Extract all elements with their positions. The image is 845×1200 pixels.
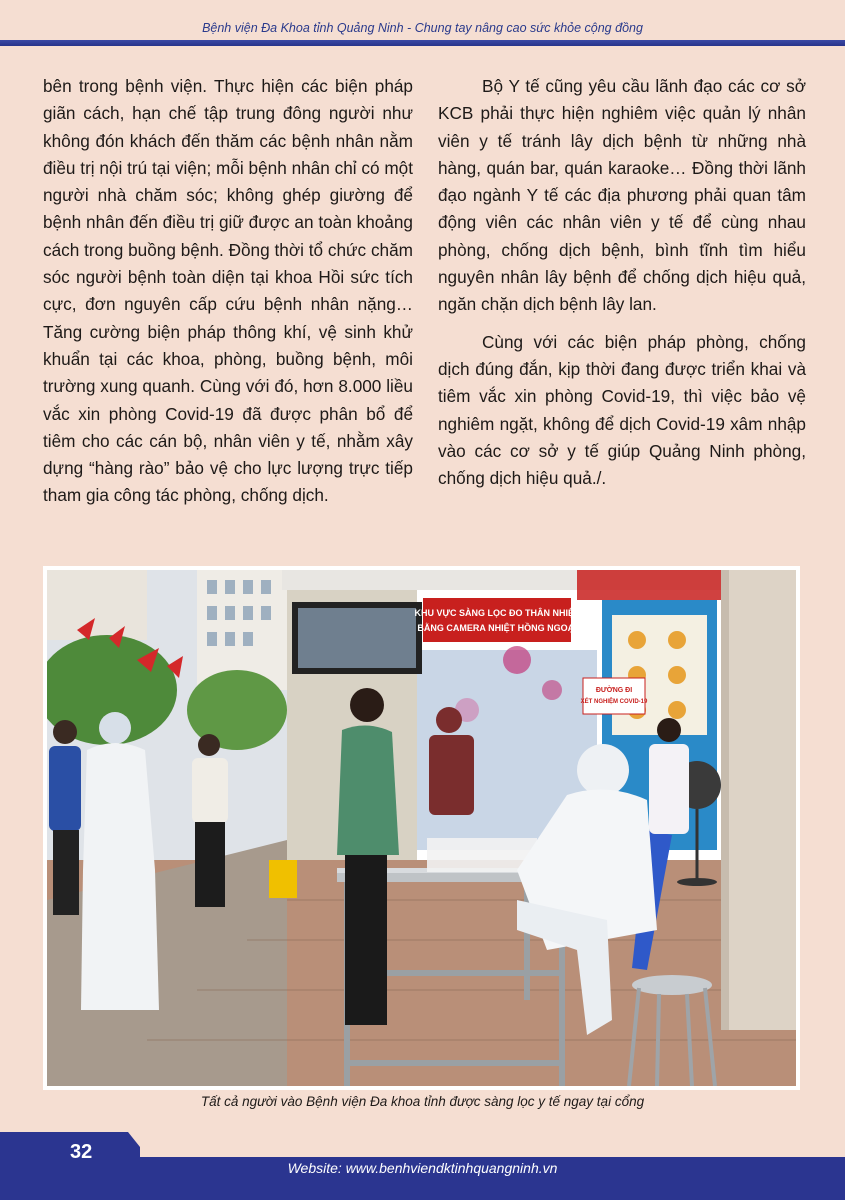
poster bbox=[612, 615, 707, 735]
person-blue-shirt bbox=[49, 720, 81, 915]
header-rule bbox=[0, 40, 845, 46]
banner-text-line1: KHU VỰC SÀNG LỌC ĐO THÂN NHIỆT bbox=[414, 608, 580, 618]
article-photo bbox=[43, 566, 800, 1090]
stool bbox=[632, 975, 712, 995]
photo-caption: Tất cả người vào Bệnh viện Đa khoa tỉnh được sàng lọc y tế ngay tại cổng bbox=[200, 1094, 645, 1109]
building-left bbox=[47, 570, 147, 640]
sign-text-line2: XÉT NGHIỆM COVID-19 bbox=[580, 699, 648, 705]
article-paragraph: Bộ Y tế cũng yêu cầu lãnh đạo các cơ sở KCB phải thực hiện nghiêm việc quản lý nhân viên y tế tránh lây dịch bệnh từ những nhà hàng, quán bar, quán karaoke… Đồng thời lãnh đạo ngành Y tế các địa phương phải quan tâm động viên các nhân viên y tế để cùng nhau phòng, chống dịch bệnh, bình tĩnh tìm hiểu nguyên nhân lây bệnh để chống dịch hiệu quả, ngăn chặn dịch bệnh lây lan. bbox=[438, 76, 806, 315]
article-paragraph: bên trong bệnh viện. Thực hiện các biện pháp giãn cách, hạn chế tập trung đông người như không đón khách đến thăm các bệnh nhân nằm điều trị nội trú tại viện; mỗi bệnh nhân chỉ có một người nhà chăm sóc; không ghép giường để bệnh nhân đến điều trị giữ được an toàn khoảng cách trong buồng bệnh. Đồng thời tổ chức chăm sóc người bệnh toàn diện tại khoa Hồi sức tích cực, đơn nguyên cấp cứu bệnh nhân nặng… Tăng cường biện pháp thông khí, vệ sinh khử khuẩn tại các khoa, phòng, buồng bệnh, môi trường xung quanh. Cùng với đó, hơn 8.000 liều vắc xin phòng Covid-19 đã được phân bổ để tiêm cho các cán bộ, nhân viên y tế, nhằm xây dựng “hàng rào” bảo vệ cho lực lượng trực tiếp tham gia công tác phòng, chống dịch. bbox=[43, 76, 413, 506]
screening-banner bbox=[423, 598, 571, 642]
tv-screen bbox=[298, 608, 416, 668]
yellow-bin bbox=[269, 860, 297, 898]
article-column-right bbox=[438, 73, 806, 492]
pillar bbox=[727, 570, 796, 1030]
article-column-left bbox=[43, 73, 413, 510]
page-number: 32 bbox=[70, 1141, 93, 1163]
top-banner bbox=[577, 570, 727, 600]
footer-website: Website: www.benhviendktinhquangninh.vn bbox=[287, 1160, 558, 1176]
woman-white-shirt bbox=[192, 734, 228, 907]
article-paragraph: Cùng với các biện pháp phòng, chống dịch đúng đắn, kịp thời đang được triển khai và tiêm vắc xin phòng Covid-19, thì việc bảo vệ nghiêm ngặt, không để dịch Covid-19 xâm nhập vào các cơ sở y tế giúp Quảng Ninh phòng, chống dịch hiệu quả./. bbox=[438, 331, 806, 489]
running-header: Bệnh viện Đa Khoa tỉnh Quảng Ninh - Chung tay nâng cao sức khỏe cộng đồng bbox=[202, 21, 643, 35]
banner-text-line2: BẰNG CAMERA NHIỆT HỒNG NGOẠI bbox=[417, 623, 577, 633]
sign-text-line1: ĐƯỜNG ĐI bbox=[595, 687, 633, 694]
covid-test-sign bbox=[583, 678, 645, 714]
screening-scene-illustration bbox=[47, 570, 796, 1086]
